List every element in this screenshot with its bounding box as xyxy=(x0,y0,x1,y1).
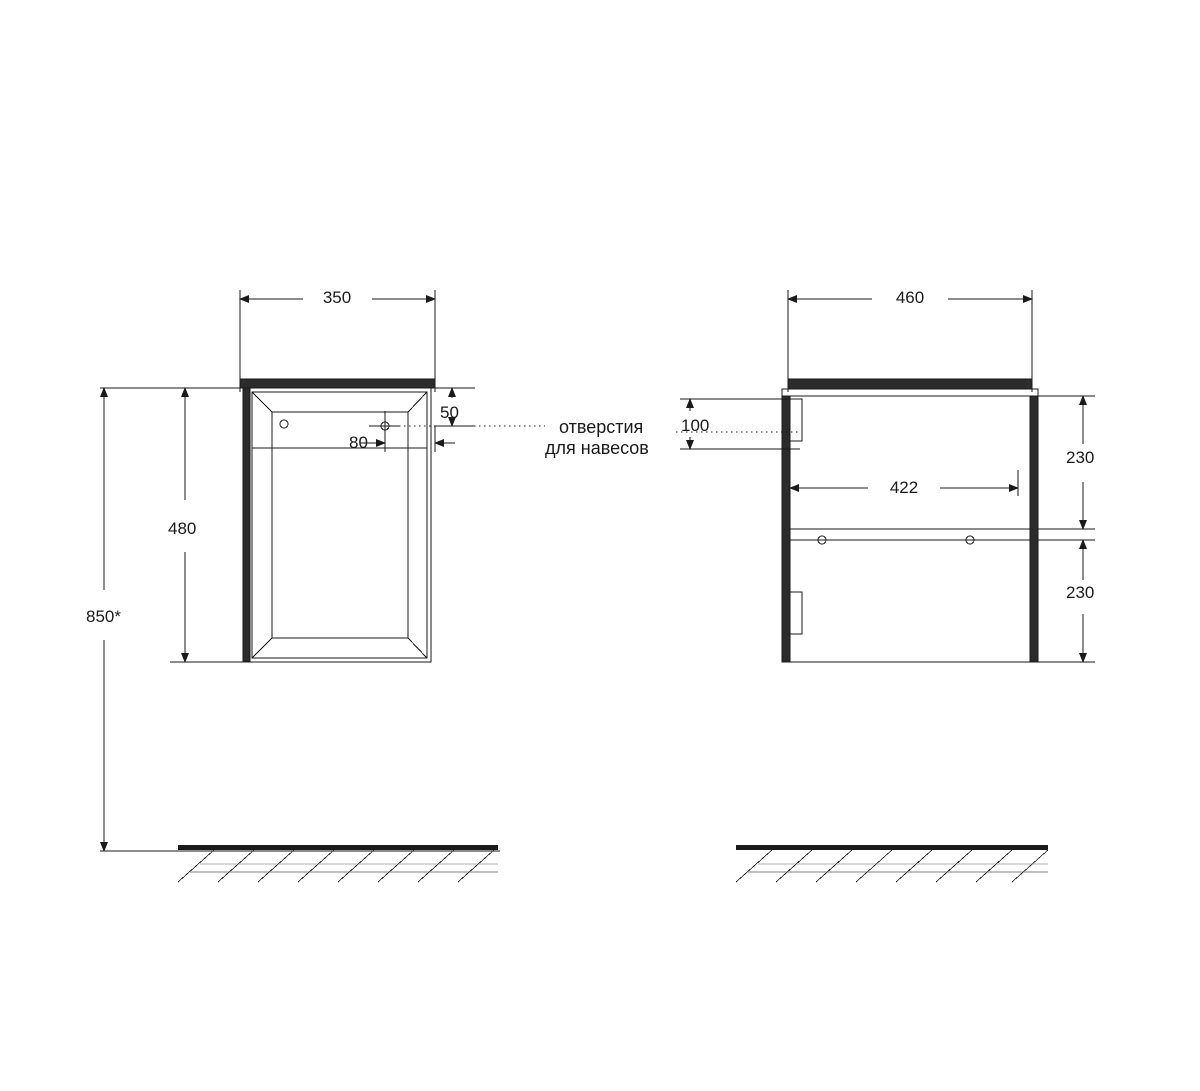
dim-label-460: 460 xyxy=(895,288,925,307)
dim-label-350: 350 xyxy=(322,288,352,307)
floor-hatching-left xyxy=(178,845,498,882)
annotation-line-1: отверстия xyxy=(559,417,644,437)
dim-850 xyxy=(100,388,500,851)
dim-label-850: 850* xyxy=(86,607,121,626)
dim-label-480: 480 xyxy=(168,519,197,538)
front-view-body xyxy=(782,379,1038,662)
dim-label-230-top: 230 xyxy=(1066,448,1095,467)
dim-label-230-bottom: 230 xyxy=(1066,583,1095,602)
annotation-line-2: для навесов xyxy=(545,438,649,458)
side-view-body xyxy=(240,379,435,662)
dim-label-100: 100 xyxy=(681,416,710,435)
dim-label-422: 422 xyxy=(889,478,919,497)
floor-hatching-right xyxy=(736,845,1048,882)
dim-label-50: 50 xyxy=(440,403,459,422)
dim-label-80: 80 xyxy=(349,433,368,452)
